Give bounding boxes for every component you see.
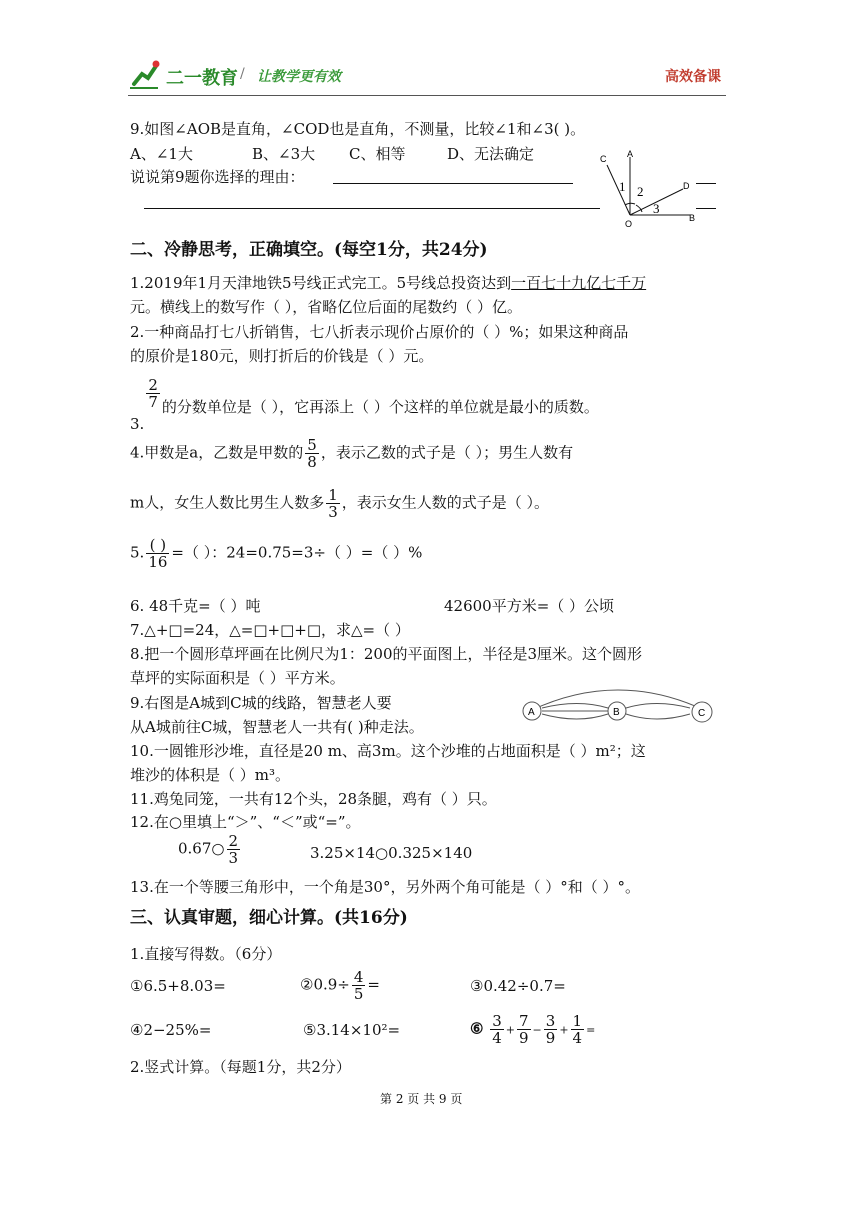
q6-part-a: 6. 48千克=（ ）吨	[130, 597, 261, 615]
expr6-prefix: ⑥	[470, 1019, 484, 1038]
q1-line2: 元。横线上的数写作（ ），省略亿位后面的尾数约（ ）亿。	[130, 298, 523, 316]
page-number: 第 2 页 共 9 页	[380, 1092, 463, 1106]
expr6-num-2: 7	[519, 1012, 529, 1030]
q2-line1: 2.一种商品打七八折销售，七八折表示现价占原价的（ ）%；如果这种商品	[130, 323, 629, 341]
header-divider: /	[240, 66, 245, 82]
city-a-label: A	[528, 707, 535, 718]
q10-line1: 10.一圆锥形沙堆，直径是20 m、高3m。这个沙堆的占地面积是（ ）m²；这	[130, 742, 646, 760]
section2-title: 二、冷静思考，正确填空。(每空1分，共24分)	[130, 240, 488, 260]
calc-expr-1: ①6.5+8.03=	[130, 977, 226, 995]
calc-part1-title: 1.直接写得数。（6分）	[130, 945, 282, 963]
route-bc-lower	[626, 714, 690, 719]
q3-denominator: 7	[148, 393, 158, 411]
q8-line2: 草坪的实际面积是（ ）平方米。	[130, 669, 345, 687]
q3-numerator: 2	[148, 376, 158, 394]
expr6-den-3: 9	[545, 1029, 556, 1047]
q9a-option-d: D、无法确定	[447, 145, 535, 163]
expr6-op-4: =	[586, 1023, 596, 1037]
q9a-option-b: B、∠3大	[252, 145, 316, 163]
brand-name: 二一教育	[166, 68, 238, 89]
calc-expr-6	[470, 1013, 595, 1046]
q9a-option-c: C、相等	[349, 145, 406, 163]
q4-text-c: m人，女生人数比男生人数多	[130, 493, 325, 512]
q5-prefix: 5.	[130, 543, 145, 562]
runner-logo-icon	[128, 58, 164, 90]
calc-expr-3: ③0.42÷0.7=	[470, 977, 566, 995]
label-c: C	[600, 154, 607, 164]
q4-numerator-2: 1	[328, 486, 338, 504]
q12-a-prefix: 0.67○	[178, 839, 225, 858]
expr6-fraction-3	[544, 1013, 558, 1046]
angle-1-label: 1	[619, 179, 626, 194]
expr6-fraction-2	[517, 1013, 531, 1046]
expr2-denominator: 5	[353, 985, 364, 1003]
expr6-den-4: 4	[572, 1029, 583, 1047]
expr6-op-3: +	[559, 1023, 569, 1037]
q9a-reason-label: 说说第9题你选择的理由：	[130, 168, 305, 186]
expr2-prefix: ②0.9÷	[300, 975, 350, 994]
calc-expr-5: ⑤3.14×10²=	[303, 1021, 401, 1039]
expr6-fraction-1	[490, 1013, 504, 1046]
q9-line2: 从A城前往C城，智慧老人一共有( )种走法。	[130, 718, 424, 736]
angle-2-label: 2	[637, 184, 644, 199]
q4-text-a: 4.甲数是a，乙数是甲数的	[130, 443, 304, 462]
q4-text-b: ，表示乙数的式子是（ ）；男生人数有	[320, 443, 574, 462]
city-c-label: C	[698, 708, 706, 719]
expr6-den-1: 4	[492, 1029, 502, 1047]
section3-title: 三、认真审题，细心计算。(共16分)	[130, 908, 408, 928]
expr2-fraction	[352, 969, 366, 1002]
q9a-question: 9.如图∠AOB是直角，∠COD也是直角，不测量，比较∠1和∠3( )。	[130, 120, 586, 138]
angle-3-label: 3	[653, 201, 660, 216]
label-a: A	[627, 149, 634, 159]
q4-line2	[130, 487, 549, 520]
expr6-num-4: 1	[572, 1012, 583, 1030]
q4-denominator-1: 8	[307, 453, 317, 471]
q4-line1	[130, 437, 573, 470]
q4-fraction-1	[305, 437, 319, 470]
q12-a-numerator: 2	[228, 832, 239, 850]
label-d: D	[683, 181, 690, 191]
q2-line2: 的原价是180元，则打折后的价钱是（ ）元。	[130, 347, 434, 365]
q9a-option-a: A、∠1大	[130, 145, 193, 163]
q9-line1: 9.右图是A城到C城的线路，智慧老人要	[130, 694, 392, 712]
expr2-suffix: =	[367, 975, 380, 994]
q5-denominator: 16	[148, 553, 168, 571]
q12-compare-b: 3.25×14○0.325×140	[310, 844, 473, 862]
q3-prefix: 3.	[130, 414, 145, 433]
expr6-fraction-4	[571, 1013, 585, 1046]
q4-numerator-1: 5	[307, 436, 317, 454]
q5-numerator: ( )	[146, 537, 169, 554]
header-rule	[128, 95, 726, 96]
q12-line: 12.在○里填上“＞”、“＜”或“=”。	[130, 813, 361, 831]
q6-part-b: 42600平方米=（ ）公顷	[444, 597, 615, 615]
label-o: O	[625, 219, 633, 229]
q12-compare-a	[178, 833, 242, 866]
expr6-num-3: 3	[545, 1012, 556, 1030]
calc-expr-4: ④2−25%=	[130, 1021, 212, 1039]
q4-fraction-2	[326, 487, 340, 520]
q12-a-denominator: 3	[228, 849, 239, 867]
q5-text: =（ ）：24=0.75=3÷（ ）=（ ）%	[171, 543, 423, 562]
expr6-op-1: +	[505, 1023, 515, 1037]
calc-expr-2	[300, 969, 380, 1002]
q5-line	[130, 537, 422, 570]
route-ab-upper	[542, 704, 608, 709]
header-right-label: 高效备课	[665, 69, 721, 85]
q7-line: 7.△+□=24，△=□+□+□，求△=（ ）	[130, 621, 410, 639]
brand-slogan: 让教学更有效	[257, 69, 341, 85]
q4-denominator-2: 3	[328, 503, 338, 521]
q9a-reason-line-1	[333, 183, 573, 184]
label-b: B	[689, 213, 696, 223]
city-b-label: B	[613, 707, 620, 718]
q3-text: 的分数单位是（ ），它再添上（ ）个这样的单位就是最小的质数。	[161, 397, 599, 416]
q11-line: 11.鸡兔同笼，一共有12个头，28条腿，鸡有（ ）只。	[130, 790, 497, 808]
q1-line1	[130, 274, 646, 292]
expr6-den-2: 9	[519, 1029, 529, 1047]
route-bc-upper	[626, 704, 690, 709]
q10-line2: 堆沙的体积是（ ）m³。	[130, 766, 291, 784]
q8-line1: 8.把一个圆形草坪画在比例尺为1：200的平面图上，半径是3厘米。这个圆形	[130, 645, 643, 663]
q12-a-fraction	[227, 833, 241, 866]
q9a-reason-line-2	[144, 208, 600, 209]
q13-line: 13.在一个等腰三角形中，一个角是30°，另外两个角可能是（ ）°和（ ）°。	[130, 878, 640, 896]
angle-figure	[595, 145, 705, 233]
q1-text: 1.2019年1月天津地铁5号线正式完工。5号线总投资达到	[130, 274, 512, 292]
q4-text-d: ，表示女生人数的式子是（ ）。	[341, 493, 550, 512]
route-figure	[518, 684, 718, 730]
route-ab-lower	[542, 714, 608, 719]
calc-part2-title: 2.竖式计算。（每题1分，共2分）	[130, 1058, 351, 1076]
expr6-num-1: 3	[492, 1012, 502, 1030]
q1-underlined-number: 一百七十九亿七千万	[511, 274, 647, 292]
q5-fraction	[146, 537, 169, 570]
q3-fraction	[146, 377, 160, 410]
q3-line	[130, 376, 599, 433]
expr6-op-2: −	[532, 1023, 542, 1037]
expr2-numerator: 4	[353, 968, 364, 986]
